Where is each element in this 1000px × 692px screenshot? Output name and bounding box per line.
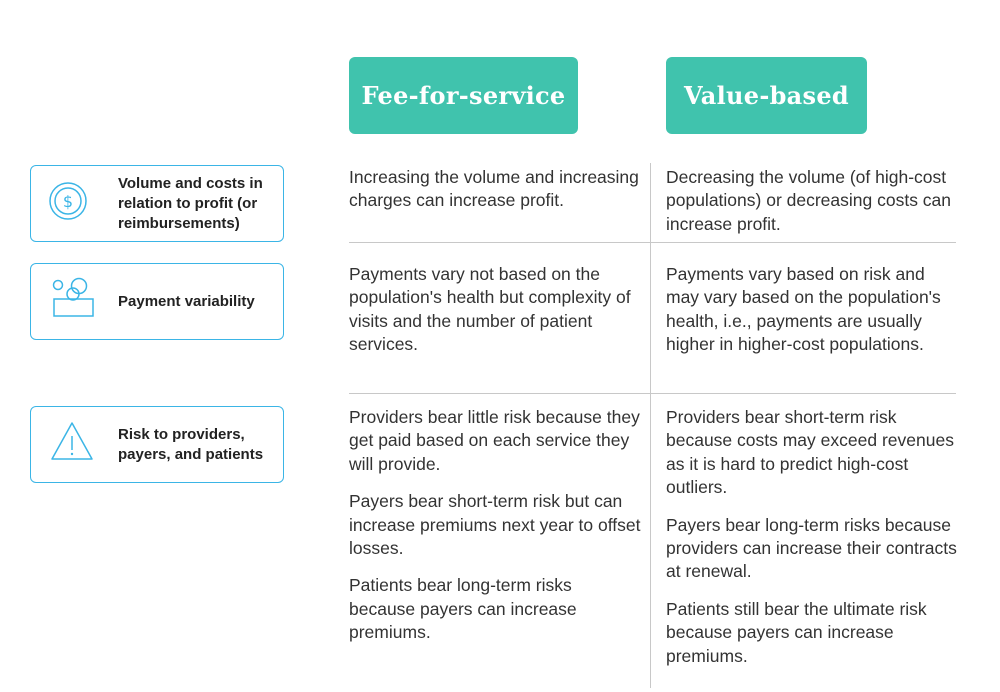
cell-text: Patients still bear the ultimate risk because payers can increase premiums. (666, 598, 927, 666)
row-divider (349, 242, 956, 243)
cell-text: Providers bear little risk because they get paid based on each service they will provide. (349, 407, 640, 474)
column-header-fee-for-service: Fee-for-service (349, 57, 578, 134)
cell-risk-fee-for-service (349, 406, 641, 645)
row-label-payment-variability (30, 263, 284, 340)
row-label-text: Volume and costs in relation to profit (or reimbursements) (118, 174, 263, 232)
column-header-value-based: Value-based (666, 57, 867, 134)
warning-triangle-icon (48, 419, 96, 470)
cell-volume-value-based (666, 166, 958, 236)
svg-text:$: $ (62, 192, 74, 211)
cell-text: Providers bear short-term risk because costs may exceed revenues as it is hard to predict high-cost outliers. (666, 407, 954, 498)
row-label-text: Payment variability (118, 292, 255, 310)
row-divider (349, 393, 956, 394)
dollar-coin-icon (47, 180, 89, 227)
cell-text: Payments vary based on risk and may vary based on the population's health, i.e., payments are usually higher in higher-cost populations. (666, 264, 941, 355)
row-label-text: Risk to providers, payers, and patients (118, 425, 264, 463)
cell-text: Payers bear long-term risks because providers can increase their contracts at renewal. (666, 514, 957, 582)
cell-text: Payments vary not based on the population's health but complexity of visits and the number of patient services. (349, 264, 631, 355)
row-label-volume-costs (30, 165, 284, 242)
cell-text: Decreasing the volume (of high-cost populations) or decreasing costs can increase profit. (666, 167, 952, 234)
cell-volume-fee-for-service (349, 166, 641, 213)
row-label-risk (30, 406, 284, 483)
variability-icon (49, 277, 99, 326)
cell-text: Patients bear long-term risks because payers can increase premiums. (349, 575, 577, 643)
cell-text: Increasing the volume and increasing charges can increase profit. (349, 167, 639, 211)
cell-variability-value-based (666, 263, 958, 357)
cell-text: Payers bear short-term risk but can increase premiums next year to offset losses. (349, 491, 641, 559)
cell-risk-value-based (666, 406, 958, 668)
cell-variability-fee-for-service (349, 263, 641, 357)
